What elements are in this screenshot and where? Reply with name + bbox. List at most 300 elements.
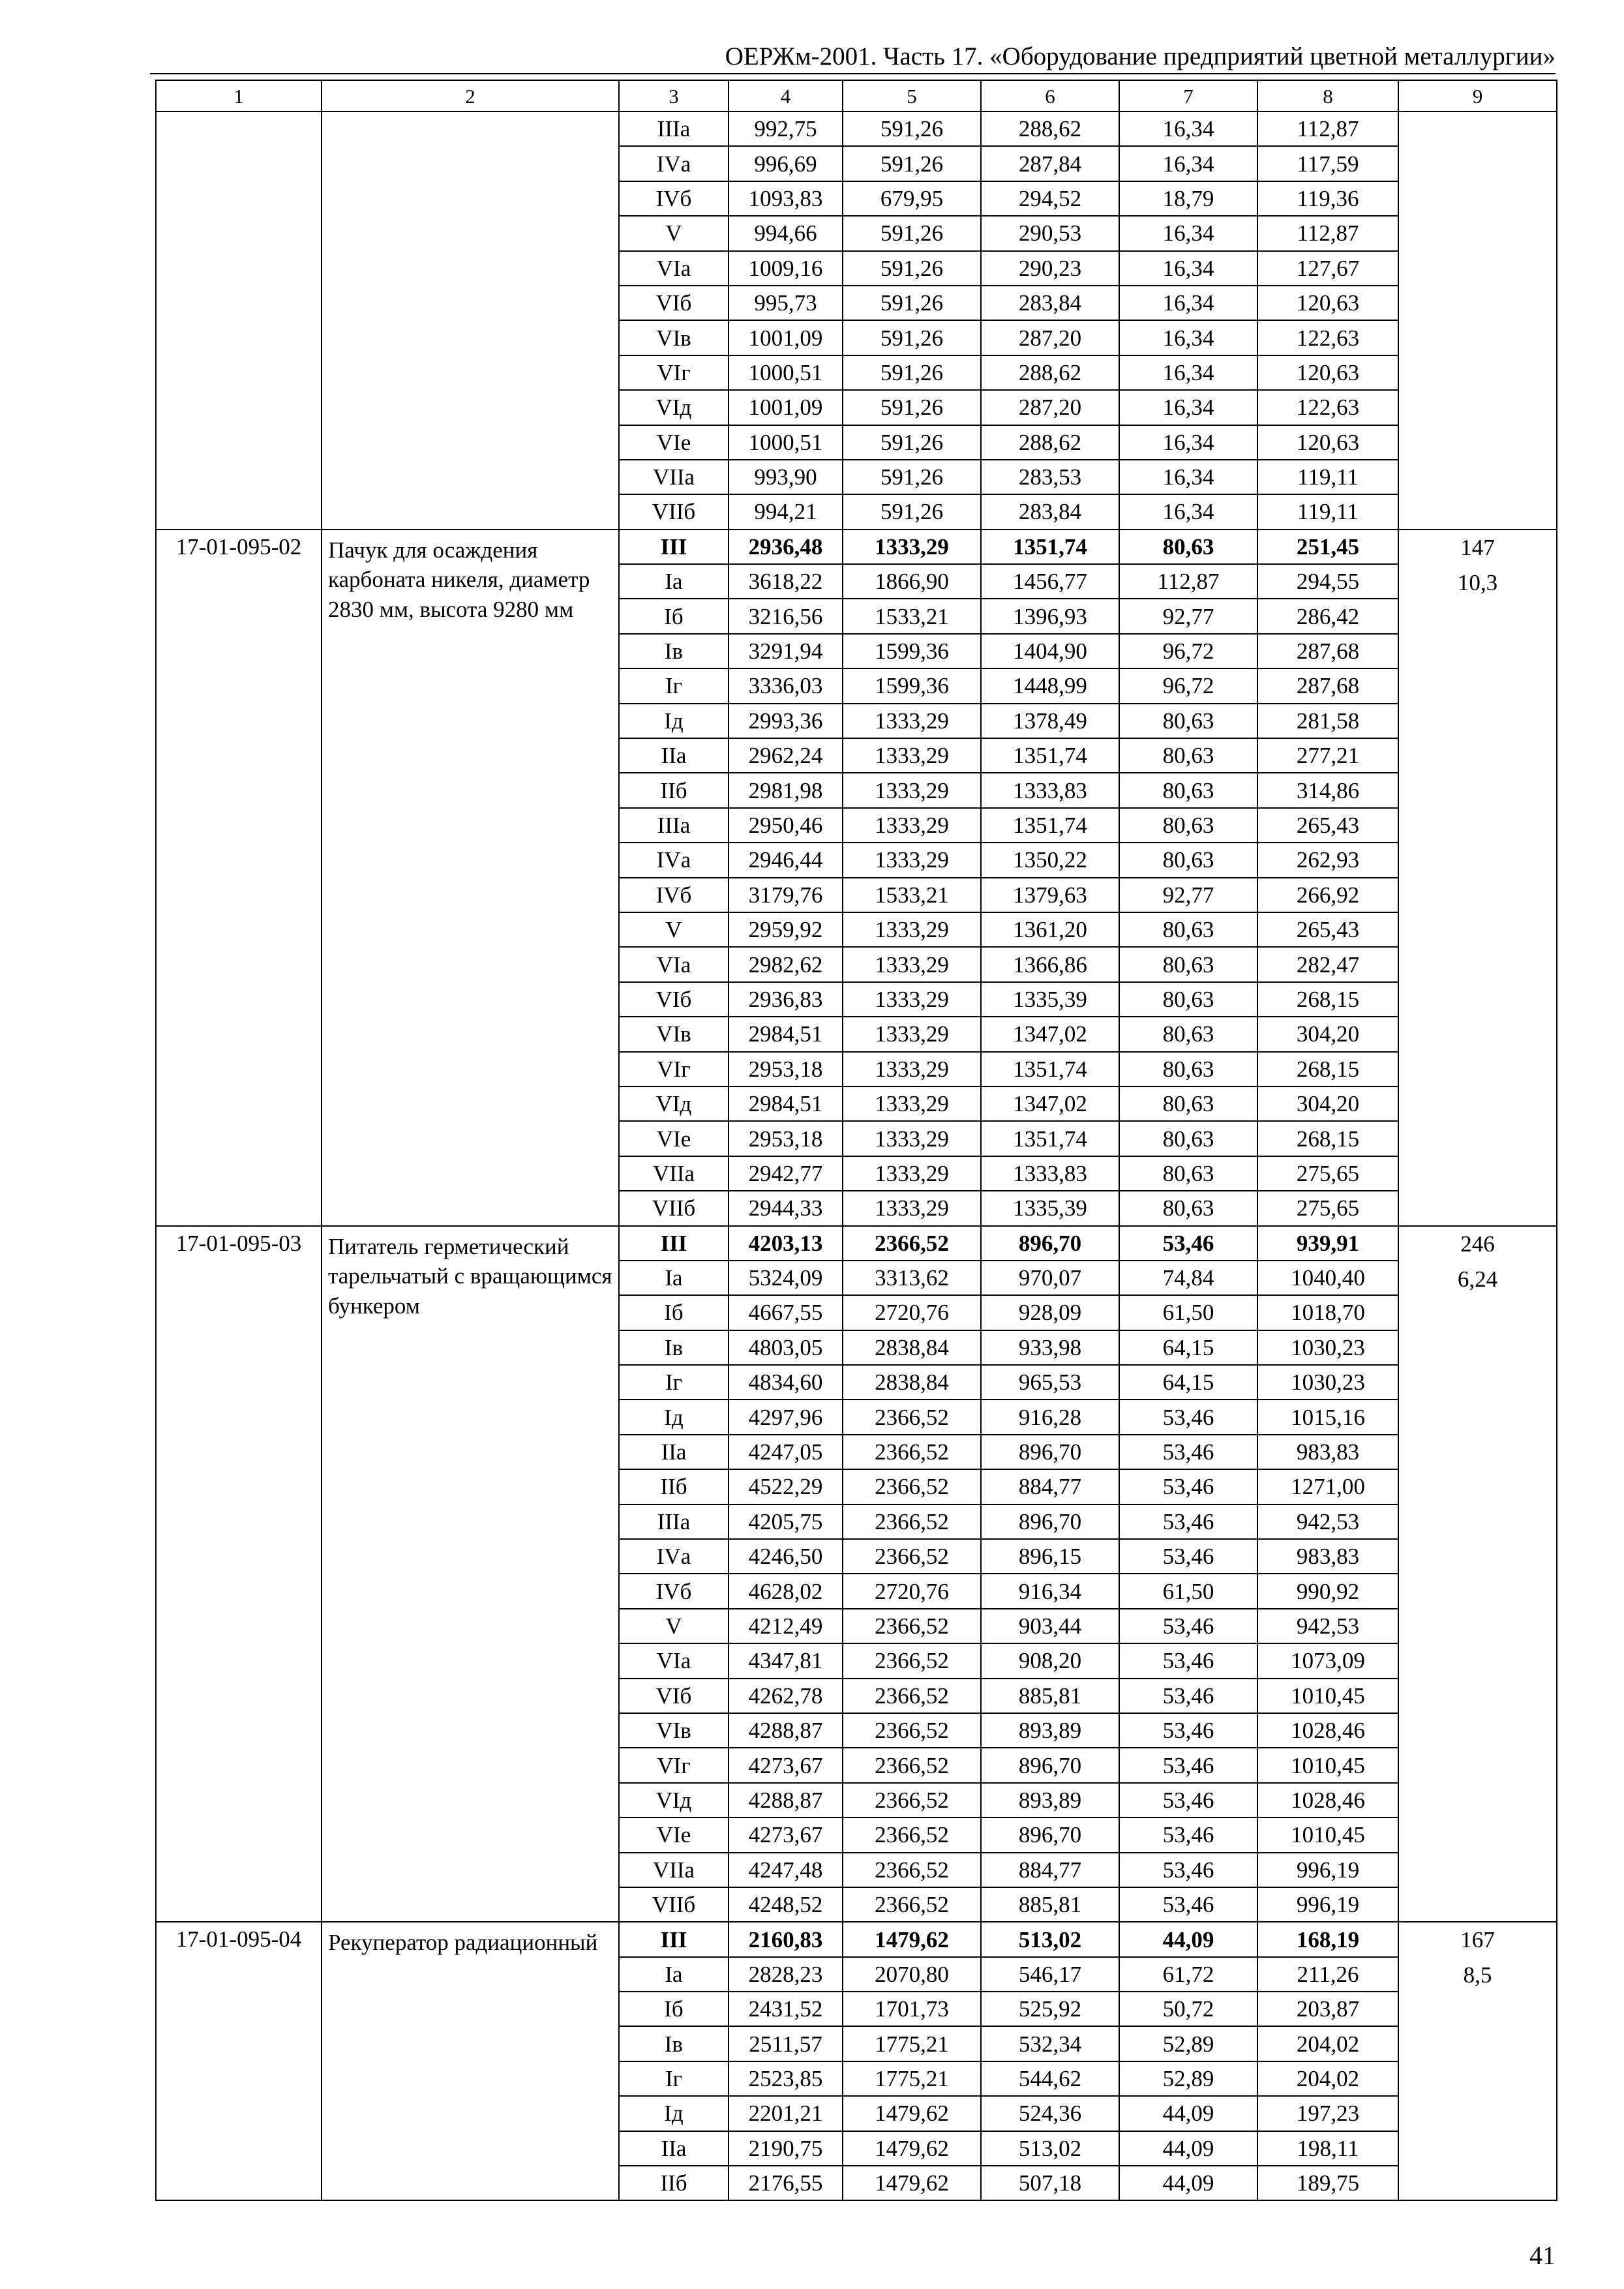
value-cell: 896,70 [981,1504,1119,1539]
value-cell: 288,62 [981,355,1119,390]
value-cell: 168,19 [1257,1922,1398,1956]
value-cell: 1351,74 [981,530,1119,564]
zone-cell: Iг [619,2061,729,2096]
value-cell: 53,46 [1119,1887,1257,1922]
value-cell: 198,11 [1257,2131,1398,2166]
value-cell: 189,75 [1257,2166,1398,2200]
value-cell: 1333,29 [843,1121,981,1156]
value-cell: 277,21 [1257,738,1398,773]
value-cell: 2936,83 [729,982,843,1017]
value-cell: 120,63 [1257,286,1398,320]
value-cell: 1479,62 [843,2131,981,2166]
value-cell: 2936,48 [729,530,843,564]
value-cell: 64,15 [1119,1330,1257,1365]
value-cell: 1335,39 [981,982,1119,1017]
value-cell: 2828,23 [729,1957,843,1992]
column-number: 3 [619,80,729,112]
value-cell: 64,15 [1119,1365,1257,1399]
zone-cell: Iд [619,1399,729,1434]
value-cell: 1030,23 [1257,1365,1398,1399]
value-cell: 916,34 [981,1574,1119,1608]
zone-cell: IIIа [619,112,729,146]
zone-cell: VIIб [619,1887,729,1922]
table-row [156,112,1557,146]
value-cell: 1347,02 [981,1086,1119,1121]
cont-name-cell [322,112,619,530]
zone-cell: VIг [619,1748,729,1782]
value-cell: 942,53 [1257,1609,1398,1643]
zone-cell: IIIа [619,808,729,843]
value-cell: 16,34 [1119,146,1257,181]
value-cell: 275,65 [1257,1156,1398,1191]
value-cell: 996,69 [729,146,843,181]
value-cell: 2838,84 [843,1365,981,1399]
zone-cell: Iа [619,564,729,599]
value-cell: 903,44 [981,1609,1119,1643]
value-cell: 2953,18 [729,1121,843,1156]
value-cell: 1599,36 [843,668,981,703]
value-cell: 1333,29 [843,704,981,738]
value-cell: 928,09 [981,1295,1119,1330]
col9-cell [1398,1922,1557,2200]
value-cell: 16,34 [1119,216,1257,250]
value-cell: 287,20 [981,390,1119,425]
value-cell: 4262,78 [729,1679,843,1713]
value-cell: 1456,77 [981,564,1119,599]
value-cell: 1333,29 [843,1052,981,1086]
zone-cell: VIг [619,1052,729,1086]
value-cell: 1479,62 [843,2096,981,2131]
value-cell: 1001,09 [729,320,843,355]
value-cell: 304,20 [1257,1086,1398,1121]
zone-cell: VIе [619,1121,729,1156]
col9-cell [1398,530,1557,1226]
value-cell: 1333,29 [843,947,981,981]
zone-cell: VIIб [619,1191,729,1225]
equipment-name: Питатель герметический тарельчатый с вращающимся бункером [322,1226,619,1922]
value-cell: 1009,16 [729,251,843,286]
value-cell: 933,98 [981,1330,1119,1365]
value-cell: 282,47 [1257,947,1398,981]
value-cell: 995,73 [729,286,843,320]
value-cell: 2953,18 [729,1052,843,1086]
value-cell: 53,46 [1119,1713,1257,1748]
value-cell: 1351,74 [981,1052,1119,1086]
value-cell: 290,53 [981,216,1119,250]
value-cell: 5324,09 [729,1261,843,1295]
value-cell: 1775,21 [843,2061,981,2096]
zone-cell: Iб [619,1992,729,2026]
value-cell: 44,09 [1119,2096,1257,2131]
column-number: 2 [322,80,619,112]
col9-value: 8,5 [1463,1962,1492,1988]
value-cell: 4288,87 [729,1713,843,1748]
value-cell: 117,59 [1257,146,1398,181]
value-cell: 281,58 [1257,704,1398,738]
value-cell: 197,23 [1257,2096,1398,2131]
value-cell: 2720,76 [843,1295,981,1330]
value-cell: 74,84 [1119,1261,1257,1295]
value-cell: 266,92 [1257,878,1398,912]
value-cell: 513,02 [981,2131,1119,2166]
value-cell: 92,77 [1119,878,1257,912]
zone-cell: VIг [619,355,729,390]
value-cell: 96,72 [1119,668,1257,703]
value-cell: 287,20 [981,320,1119,355]
value-cell: 112,87 [1119,564,1257,599]
value-cell: 1030,23 [1257,1330,1398,1365]
zone-cell: Iг [619,1365,729,1399]
zone-cell: IVа [619,1539,729,1574]
value-cell: 1379,63 [981,878,1119,912]
value-cell: 262,93 [1257,843,1398,877]
value-cell: 2366,52 [843,1539,981,1574]
value-cell: 4248,52 [729,1887,843,1922]
value-cell: 44,09 [1119,1922,1257,1956]
value-cell: 294,55 [1257,564,1398,599]
value-cell: 2366,52 [843,1713,981,1748]
value-cell: 1479,62 [843,2166,981,2200]
value-cell: 4247,05 [729,1435,843,1469]
value-cell: 1533,21 [843,878,981,912]
value-cell: 50,72 [1119,1992,1257,2026]
value-cell: 265,43 [1257,912,1398,947]
value-cell: 1001,09 [729,390,843,425]
value-cell: 1333,29 [843,808,981,843]
value-cell: 80,63 [1119,1052,1257,1086]
value-cell: 2944,33 [729,1191,843,1225]
value-cell: 1015,16 [1257,1399,1398,1434]
value-cell: 544,62 [981,2061,1119,2096]
zone-cell: Iа [619,1957,729,1992]
value-cell: 53,46 [1119,1609,1257,1643]
zone-cell: VIд [619,1783,729,1818]
value-cell: 287,68 [1257,634,1398,668]
column-number: 5 [843,80,981,112]
value-cell: 1701,73 [843,1992,981,2026]
value-cell: 53,46 [1119,1818,1257,1852]
value-cell: 893,89 [981,1713,1119,1748]
value-cell: 96,72 [1119,634,1257,668]
value-cell: 204,02 [1257,2061,1398,2096]
value-cell: 896,15 [981,1539,1119,1574]
value-cell: 3618,22 [729,564,843,599]
value-cell: 1271,00 [1257,1469,1398,1504]
cont-col9-cell [1398,112,1557,530]
value-cell: 294,52 [981,181,1119,216]
value-cell: 268,15 [1257,1052,1398,1086]
value-cell: 884,77 [981,1853,1119,1887]
value-cell: 2511,57 [729,2026,843,2061]
rate-code: 17-01-095-03 [156,1226,322,1922]
value-cell: 122,63 [1257,320,1398,355]
value-cell: 3313,62 [843,1261,981,1295]
value-cell: 2160,83 [729,1922,843,1956]
value-cell: 1028,46 [1257,1783,1398,1818]
zone-cell: IIб [619,773,729,807]
table-row [156,1922,1557,1956]
value-cell: 993,90 [729,460,843,494]
zone-cell: VIа [619,947,729,981]
value-cell: 591,26 [843,425,981,460]
value-cell: 16,34 [1119,286,1257,320]
value-cell: 1396,93 [981,599,1119,633]
value-cell: 112,87 [1257,216,1398,250]
zone-cell: Iд [619,2096,729,2131]
zone-cell: III [619,530,729,564]
value-cell: 52,89 [1119,2026,1257,2061]
value-cell: 591,26 [843,216,981,250]
value-cell: 53,46 [1119,1504,1257,1539]
value-cell: 591,26 [843,286,981,320]
value-cell: 80,63 [1119,843,1257,877]
zone-cell: VIIа [619,1156,729,1191]
value-cell: 53,46 [1119,1679,1257,1713]
value-cell: 983,83 [1257,1539,1398,1574]
column-number: 7 [1119,80,1257,112]
value-cell: 288,62 [981,112,1119,146]
value-cell: 1333,29 [843,912,981,947]
value-cell: 61,50 [1119,1574,1257,1608]
value-cell: 80,63 [1119,1121,1257,1156]
zone-cell: VIIб [619,494,729,529]
value-cell: 2070,80 [843,1957,981,1992]
value-cell: 591,26 [843,320,981,355]
col9-value: 6,24 [1457,1266,1498,1292]
value-cell: 1351,74 [981,1121,1119,1156]
value-cell: 1351,74 [981,808,1119,843]
value-cell: 61,50 [1119,1295,1257,1330]
value-cell: 1093,83 [729,181,843,216]
zone-cell: IIб [619,2166,729,2200]
value-cell: 896,70 [981,1226,1119,1261]
value-cell: 2190,75 [729,2131,843,2166]
column-number: 9 [1398,80,1557,112]
zone-cell: V [619,1609,729,1643]
value-cell: 532,34 [981,2026,1119,2061]
value-cell: 1010,45 [1257,1818,1398,1852]
zone-cell: VIд [619,390,729,425]
zone-cell: VIа [619,251,729,286]
zone-cell: VIIа [619,460,729,494]
value-cell: 203,87 [1257,1992,1398,2026]
value-cell: 996,19 [1257,1853,1398,1887]
zone-cell: VIд [619,1086,729,1121]
value-cell: 1350,22 [981,843,1119,877]
value-cell: 1000,51 [729,425,843,460]
value-cell: 4246,50 [729,1539,843,1574]
value-cell: 1333,29 [843,1086,981,1121]
value-cell: 884,77 [981,1469,1119,1504]
zone-cell: VIб [619,286,729,320]
value-cell: 990,92 [1257,1574,1398,1608]
value-cell: 290,23 [981,251,1119,286]
zone-cell: Iг [619,668,729,703]
value-cell: 16,34 [1119,460,1257,494]
value-cell: 1333,83 [981,773,1119,807]
value-cell: 127,67 [1257,251,1398,286]
value-cell: 591,26 [843,251,981,286]
zone-cell: IIа [619,2131,729,2166]
zone-cell: Iв [619,1330,729,1365]
rates-table [155,80,1557,2201]
value-cell: 1599,36 [843,634,981,668]
value-cell: 1479,62 [843,1922,981,1956]
value-cell: 265,43 [1257,808,1398,843]
value-cell: 80,63 [1119,1156,1257,1191]
value-cell: 1335,39 [981,1191,1119,1225]
value-cell: 2366,52 [843,1226,981,1261]
rate-code: 17-01-095-04 [156,1922,322,2200]
value-cell: 1404,90 [981,634,1119,668]
value-cell: 80,63 [1119,912,1257,947]
value-cell: 204,02 [1257,2026,1398,2061]
value-cell: 80,63 [1119,704,1257,738]
value-cell: 16,34 [1119,112,1257,146]
value-cell: 1028,46 [1257,1713,1398,1748]
value-cell: 283,84 [981,286,1119,320]
value-cell: 2962,24 [729,738,843,773]
value-cell: 53,46 [1119,1783,1257,1818]
zone-cell: VIе [619,425,729,460]
value-cell: 1333,29 [843,773,981,807]
value-cell: 4803,05 [729,1330,843,1365]
zone-cell: IIIа [619,1504,729,1539]
value-cell: 283,84 [981,494,1119,529]
zone-cell: V [619,216,729,250]
zone-cell: IVб [619,181,729,216]
value-cell: 1018,70 [1257,1295,1398,1330]
value-cell: 1333,29 [843,530,981,564]
value-cell: 287,68 [1257,668,1398,703]
value-cell: 4522,29 [729,1469,843,1504]
value-cell: 80,63 [1119,808,1257,843]
value-cell: 16,34 [1119,355,1257,390]
value-cell: 288,62 [981,425,1119,460]
value-cell: 546,17 [981,1957,1119,1992]
value-cell: 4288,87 [729,1783,843,1818]
value-cell: 679,95 [843,181,981,216]
zone-cell: IVа [619,843,729,877]
value-cell: 314,86 [1257,773,1398,807]
value-cell: 2366,52 [843,1887,981,1922]
value-cell: 80,63 [1119,773,1257,807]
value-cell: 4273,67 [729,1748,843,1782]
value-cell: 2366,52 [843,1609,981,1643]
value-cell: 1010,45 [1257,1679,1398,1713]
value-cell: 896,70 [981,1818,1119,1852]
value-cell: 287,84 [981,146,1119,181]
value-cell: 591,26 [843,460,981,494]
zone-cell: VIе [619,1818,729,1852]
value-cell: 2201,21 [729,2096,843,2131]
value-cell: 53,46 [1119,1469,1257,1504]
value-cell: 4628,02 [729,1574,843,1608]
value-cell: 2176,55 [729,2166,843,2200]
column-number: 4 [729,80,843,112]
rate-code: 17-01-095-02 [156,530,322,1226]
value-cell: 896,70 [981,1748,1119,1782]
column-number: 6 [981,80,1119,112]
value-cell: 1333,29 [843,982,981,1017]
value-cell: 2366,52 [843,1643,981,1678]
value-cell: 251,45 [1257,530,1398,564]
value-cell: 2523,85 [729,2061,843,2096]
value-cell: 304,20 [1257,1017,1398,1051]
header-rule [150,73,1556,74]
value-cell: 4297,96 [729,1399,843,1434]
table-row [156,1226,1557,1261]
value-cell: 3179,76 [729,878,843,912]
value-cell: 1347,02 [981,1017,1119,1051]
zone-cell: III [619,1226,729,1261]
value-cell: 53,46 [1119,1643,1257,1678]
zone-cell: IVб [619,1574,729,1608]
col9-value: 147 [1460,534,1495,560]
value-cell: 591,26 [843,146,981,181]
value-cell: 61,72 [1119,1957,1257,1992]
zone-cell: IIа [619,738,729,773]
value-cell: 18,79 [1119,181,1257,216]
value-cell: 994,21 [729,494,843,529]
value-cell: 80,63 [1119,530,1257,564]
zone-cell: Iв [619,634,729,668]
value-cell: 52,89 [1119,2061,1257,2096]
value-cell: 53,46 [1119,1539,1257,1574]
value-cell: 2950,46 [729,808,843,843]
value-cell: 983,83 [1257,1435,1398,1469]
value-cell: 591,26 [843,494,981,529]
value-cell: 1448,99 [981,668,1119,703]
value-cell: 80,63 [1119,947,1257,981]
zone-cell: IIа [619,1435,729,1469]
value-cell: 2366,52 [843,1783,981,1818]
value-cell: 119,11 [1257,494,1398,529]
value-cell: 80,63 [1119,982,1257,1017]
value-cell: 4273,67 [729,1818,843,1852]
value-cell: 1010,45 [1257,1748,1398,1782]
value-cell: 896,70 [981,1435,1119,1469]
column-number: 1 [156,80,322,112]
value-cell: 1378,49 [981,704,1119,738]
value-cell: 2942,77 [729,1156,843,1191]
value-cell: 2982,62 [729,947,843,981]
equipment-name: Пачук для осаждения карбоната никеля, диаметр 2830 мм, высота 9280 мм [322,530,619,1226]
zone-cell: VIа [619,1643,729,1678]
value-cell: 2984,51 [729,1086,843,1121]
value-cell: 916,28 [981,1399,1119,1434]
value-cell: 268,15 [1257,1121,1398,1156]
zone-cell: Iв [619,2026,729,2061]
value-cell: 16,34 [1119,494,1257,529]
value-cell: 119,36 [1257,181,1398,216]
value-cell: 119,11 [1257,460,1398,494]
value-cell: 1775,21 [843,2026,981,2061]
value-cell: 2720,76 [843,1574,981,1608]
value-cell: 80,63 [1119,1017,1257,1051]
value-cell: 53,46 [1119,1399,1257,1434]
value-cell: 44,09 [1119,2166,1257,2200]
value-cell: 4247,48 [729,1853,843,1887]
value-cell: 1533,21 [843,599,981,633]
value-cell: 3336,03 [729,668,843,703]
value-cell: 2984,51 [729,1017,843,1051]
value-cell: 591,26 [843,390,981,425]
value-cell: 2366,52 [843,1399,981,1434]
value-cell: 994,66 [729,216,843,250]
value-cell: 268,15 [1257,982,1398,1017]
value-cell: 283,53 [981,460,1119,494]
